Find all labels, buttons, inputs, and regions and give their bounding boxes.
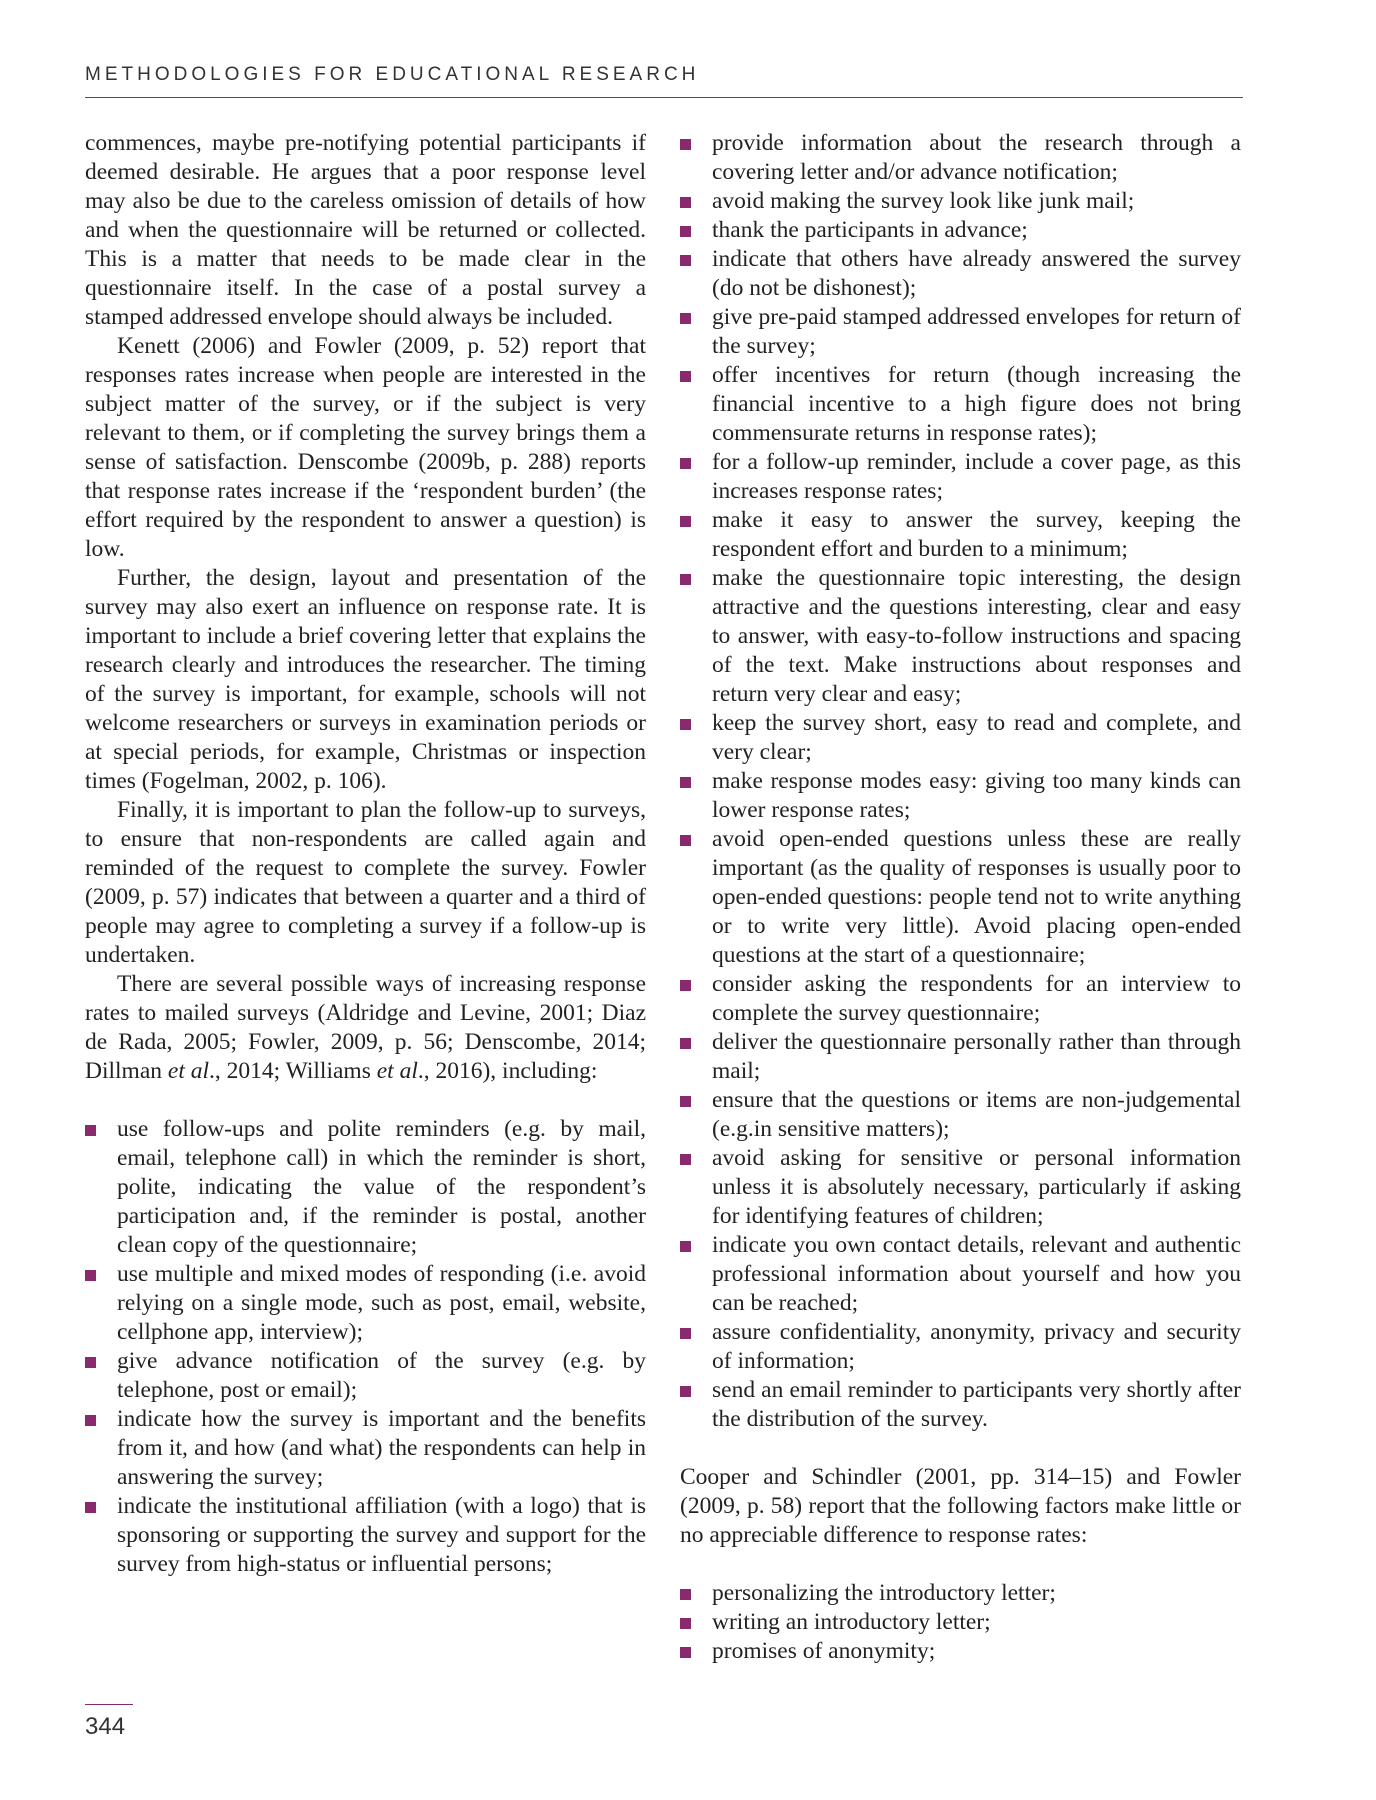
list-item: indicate the institutional affiliation (with a logo) that is sponsoring or supporting the survey and support for the survey from high-status or influential persons; [85, 1492, 646, 1579]
list-item: writing an introductory letter; [680, 1608, 1241, 1637]
list-item: consider asking the respondents for an interview to complete the survey questionnaire; [680, 970, 1241, 1028]
list-item: avoid asking for sensitive or personal information unless it is absolutely necessary, particularly if asking for identifying features of children; [680, 1144, 1241, 1231]
footer-rule [85, 1704, 133, 1705]
right-column [680, 129, 1241, 1666]
paragraph: Kenett (2006) and Fowler (2009, p. 52) report that responses rates increase when people are interested in the subject matter of the survey, or if the subject is very relevant to them, or if completing the survey brings them a sense of satisfaction. Denscombe (2009b, p. 288) reports that response rates increase if the ‘respondent burden’ (the effort required by the respondent to answer a question) is low. [85, 333, 646, 562]
list-item: make it easy to answer the survey, keeping the respondent effort and burden to a minimum; [680, 506, 1241, 564]
list-item: ensure that the questions or items are non-judgemental (e.g.in sensitive matters); [680, 1086, 1241, 1144]
list-item: use follow-ups and polite reminders (e.g. by mail, email, telephone call) in which the reminder is short, polite, indicating the value of the respondent’s participation and, if the reminder is postal, another clean copy of the questionnaire; [85, 1115, 646, 1260]
list-item: send an email reminder to participants very shortly after the distribution of the survey. [680, 1376, 1241, 1434]
list-item: give pre-paid stamped addressed envelopes for return of the survey; [680, 303, 1241, 361]
list-item: deliver the questionnaire personally rather than through mail; [680, 1028, 1241, 1086]
running-head: METHODOLOGIES FOR EDUCATIONAL RESEARCH [85, 64, 700, 85]
header-rule [85, 97, 1243, 98]
et-al-italic: et al [376, 1058, 418, 1084]
list-item: thank the participants in advance; [680, 216, 1241, 245]
list-item: indicate that others have already answered the survey (do not be dishonest); [680, 245, 1241, 303]
list-item: give advance notification of the survey (e.g. by telephone, post or email); [85, 1347, 646, 1405]
paragraph: commences, maybe pre-notifying potential participants if deemed desirable. He argues that a poor response level may also be due to the careless omission of details of how and when the questionnaire will be returned or collected. This is a matter that needs to be made clear in the questionnaire itself. In the case of a postal survey a stamped addressed envelope should always be included. [85, 130, 646, 330]
list-item: assure confidentiality, anonymity, privacy and security of information; [680, 1318, 1241, 1376]
paragraph: Finally, it is important to plan the follow-up to surveys, to ensure that non-respondents are called again and reminded of the request to complete the survey. Fowler (2009, p. 57) indicates that between a quarter and a third of people may agree to completing a survey if a follow-up is undertaken. [85, 797, 646, 968]
list-item: use multiple and mixed modes of responding (i.e. avoid relying on a single mode, such as post, email, website, cellphone app, interview); [85, 1260, 646, 1347]
list-item: make response modes easy: giving too many kinds can lower response rates; [680, 767, 1241, 825]
response-rate-list-continued [680, 129, 1241, 1434]
et-al-italic: et al [167, 1058, 210, 1084]
response-rate-list [85, 1115, 646, 1579]
list-item: make the questionnaire topic interesting, the design attractive and the questions interesting, clear and easy to answer, with easy-to-follow instructions and spacing of the text. Make instructions about responses and return very clear and easy; [680, 564, 1241, 709]
list-item: avoid open-ended questions unless these are really important (as the quality of responses is usually poor to open-ended questions: people tend not to write anything or to write very little). Avoid placing open-ended questions at the start of a questionnaire; [680, 825, 1241, 970]
no-difference-factors-list [680, 1579, 1241, 1666]
list-item: keep the survey short, easy to read and complete, and very clear; [680, 709, 1241, 767]
list-item: offer incentives for return (though increasing the financial incentive to a high figure does not bring commensurate returns in response rates); [680, 361, 1241, 448]
list-item: personalizing the introductory letter; [680, 1579, 1241, 1608]
list-item: indicate you own contact details, relevant and authentic professional information about yourself and how you can be reached; [680, 1231, 1241, 1318]
list-item: for a follow-up reminder, include a cover page, as this increases response rates; [680, 448, 1241, 506]
list-item: indicate how the survey is important and the benefits from it, and how (and what) the respondents can help in answering the survey; [85, 1405, 646, 1492]
paragraph: Cooper and Schindler (2001, pp. 314–15) and Fowler (2009, p. 58) report that the following factors make little or no appreciable difference to response rates: [680, 1464, 1241, 1548]
paragraph-intro-list: There are several possible ways of increasing response rates to mailed surveys (Aldridge and Levine, 2001; Diaz de Rada, 2005; Fowler, 2009, p. 56; Denscombe, 2014; Dillman et al., 2014; Williams et al., 2016), including: [85, 971, 646, 1084]
list-item: provide information about the research through a covering letter and/or advance notification; [680, 129, 1241, 187]
paragraph: Further, the design, layout and presentation of the survey may also exert an influence on response rate. It is important to include a brief covering letter that explains the research clearly and introduces the researcher. The timing of the survey is important, for example, schools will not welcome researchers or surveys in examination periods or at special periods, for example, Christmas or inspection times (Fogelman, 2002, p. 106). [85, 565, 646, 794]
page-number: 344 [85, 1713, 126, 1740]
list-item: promises of anonymity; [680, 1637, 1241, 1666]
list-item: avoid making the survey look like junk mail; [680, 187, 1241, 216]
left-column [85, 129, 646, 1579]
